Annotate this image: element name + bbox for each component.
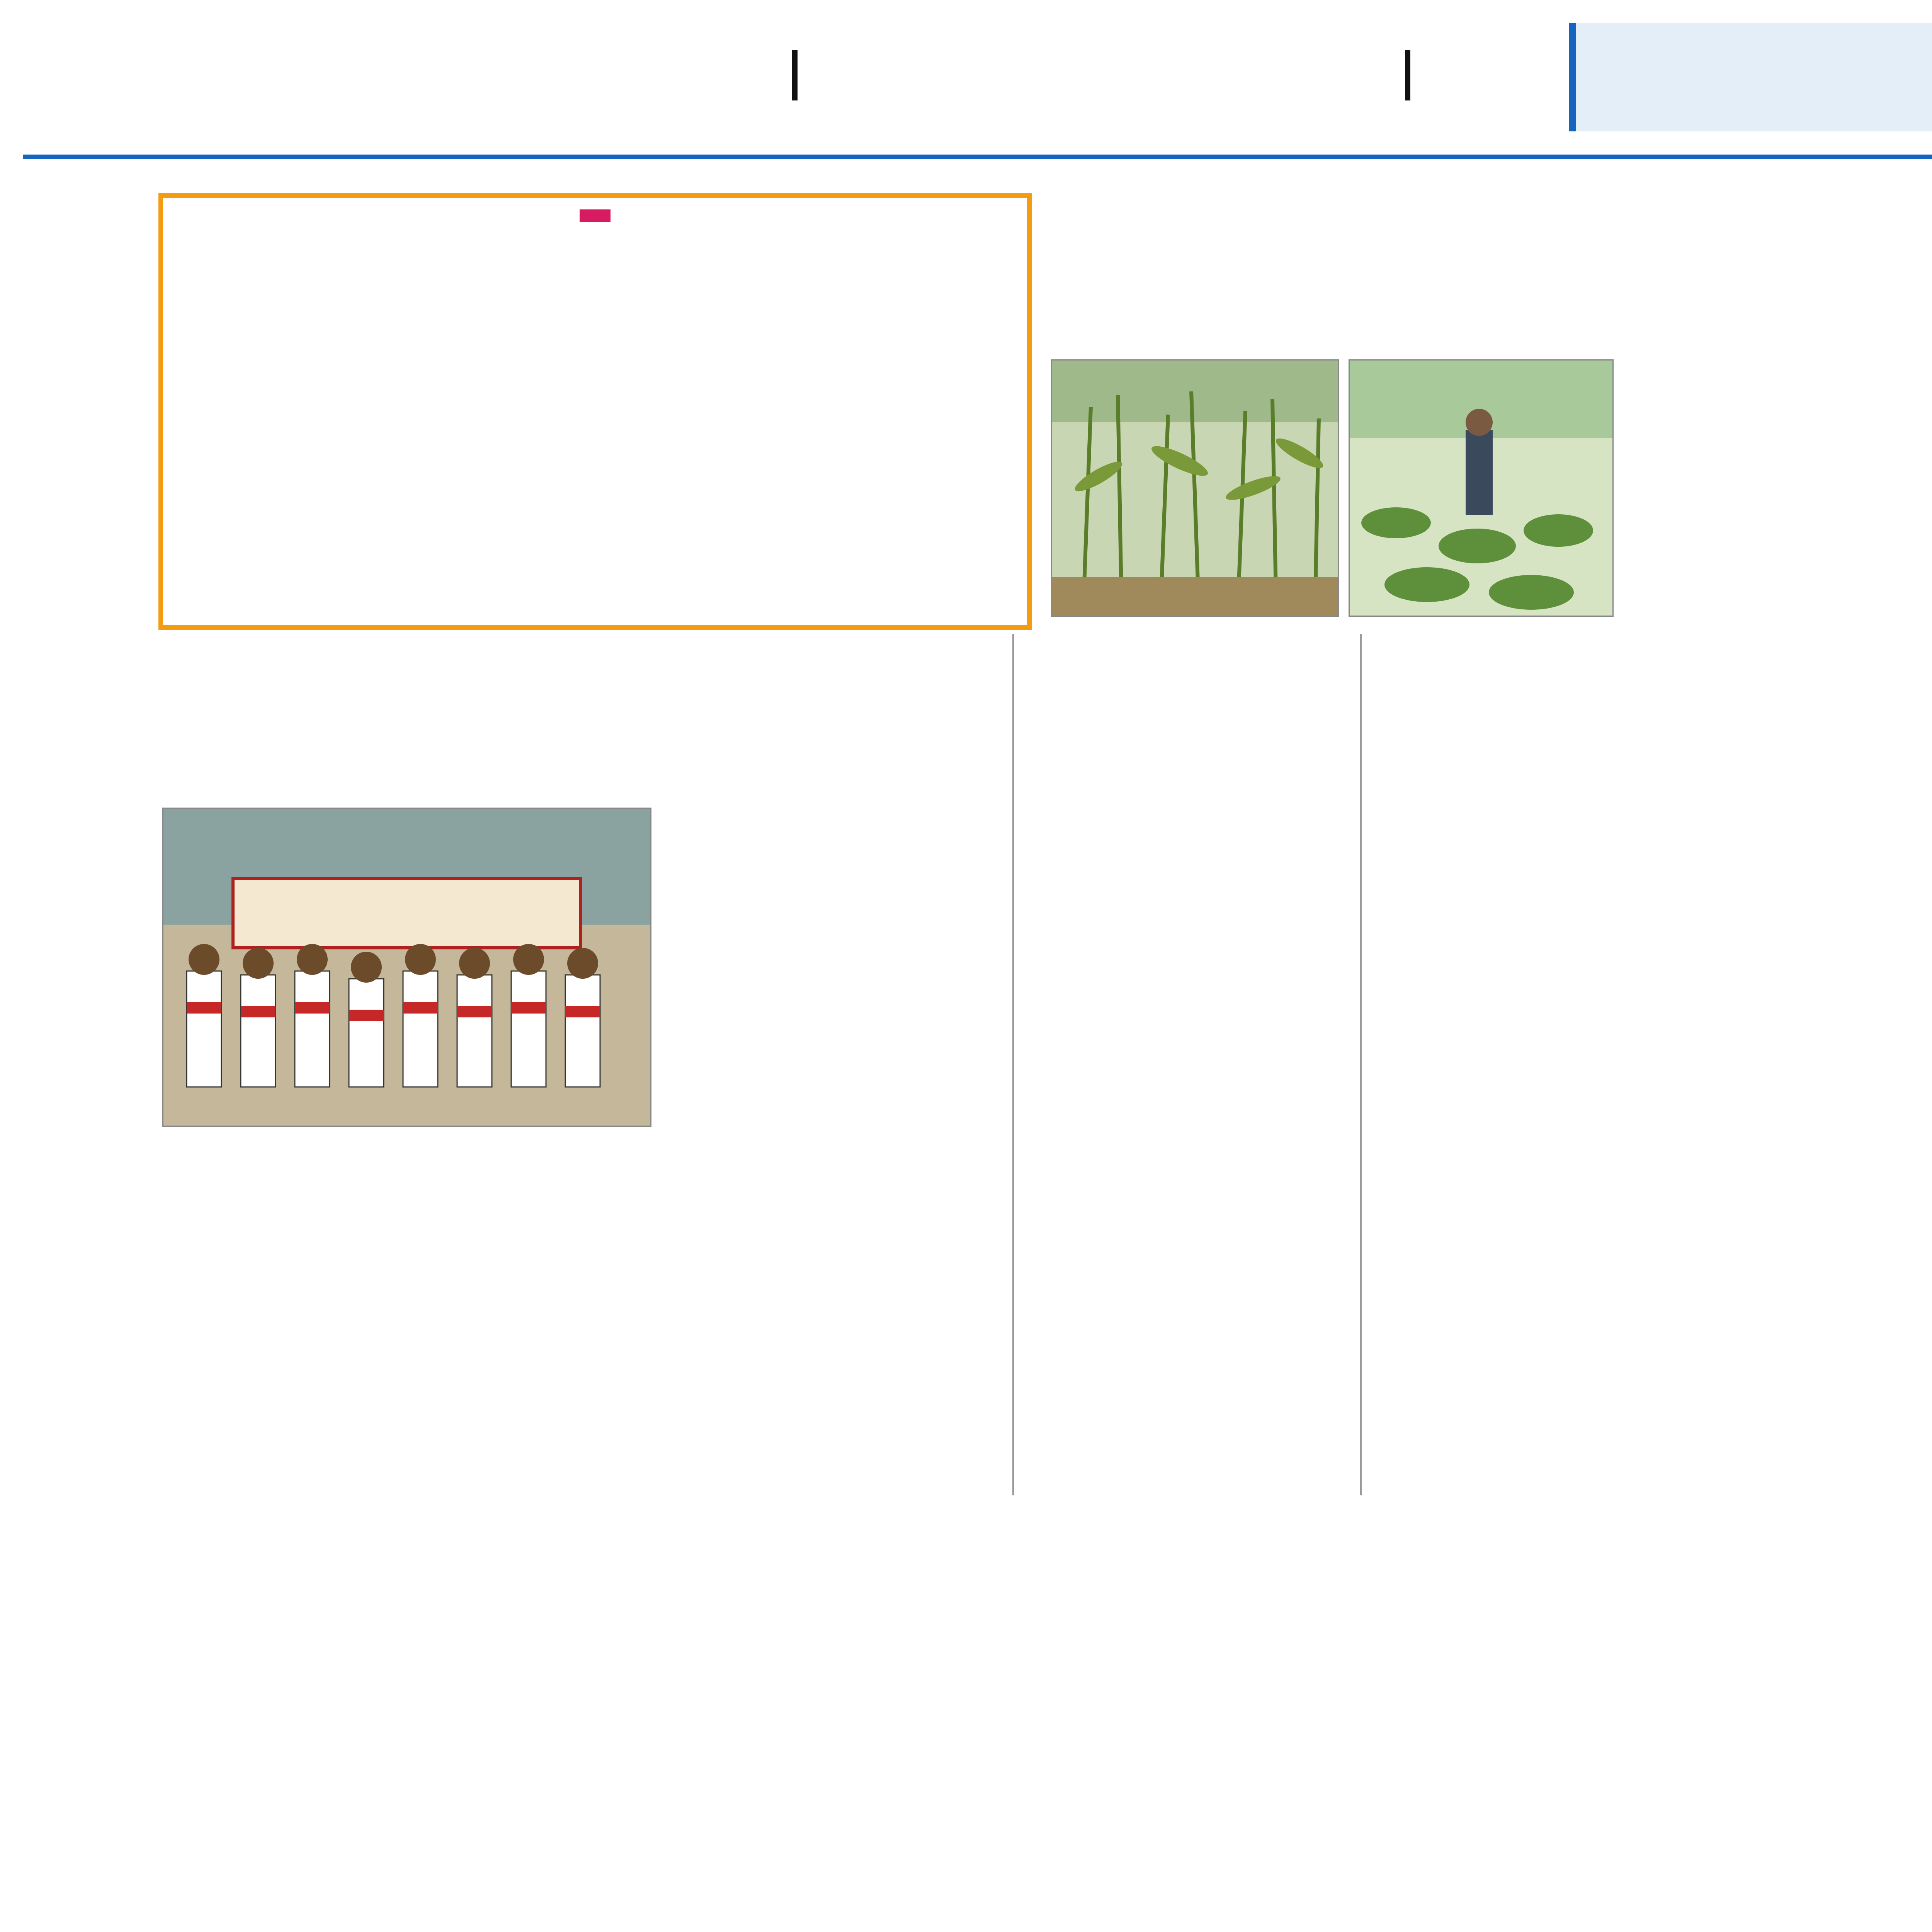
- section-title: [1569, 23, 1932, 131]
- column-divider: [1360, 634, 1362, 1495]
- newspaper-logo: [124, 31, 340, 124]
- article-body: [1020, 641, 1352, 1190]
- article-ras-cheque: [1020, 634, 1352, 1190]
- article-kicker: [580, 209, 611, 222]
- masthead: [0, 0, 1932, 182]
- photo-performers: [162, 808, 651, 1127]
- issue-date: [792, 43, 1410, 108]
- column-divider: [1012, 634, 1014, 1495]
- article-body-right: [661, 808, 1001, 1124]
- article-bulldozer: [158, 193, 1032, 630]
- article-body: [1623, 359, 1932, 719]
- article-body: [162, 1132, 1001, 1472]
- photo-farmer-field: [1349, 359, 1614, 617]
- photo-maize-field: [1051, 359, 1339, 617]
- masthead-rule: [23, 155, 1932, 159]
- article-body: [179, 231, 1012, 393]
